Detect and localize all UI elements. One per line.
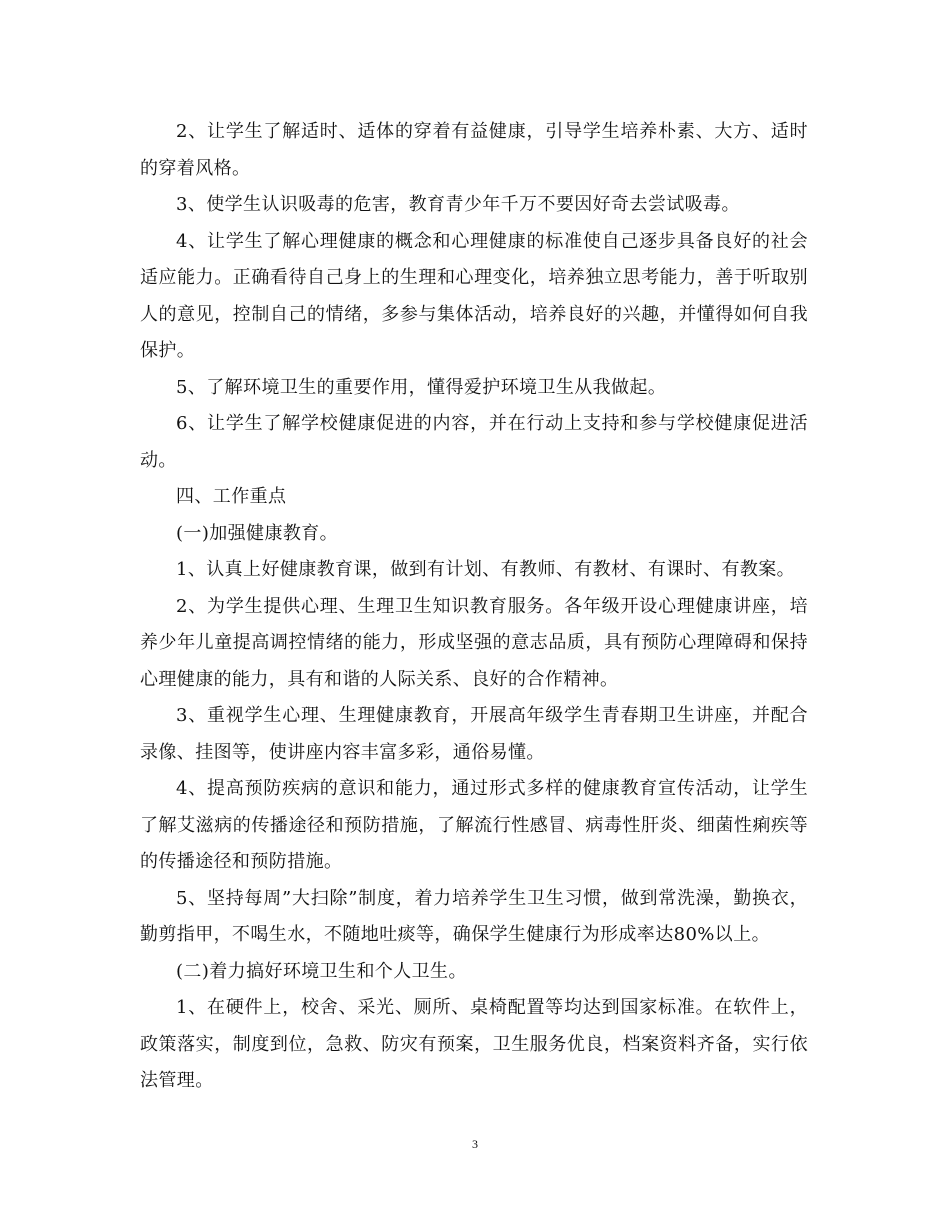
paragraph-goal-6: 6、让学生了解学校健康促进的内容，并在行动上支持和参与学校健康促进活动。 bbox=[140, 413, 808, 471]
document-body bbox=[140, 114, 808, 1100]
paragraph-focus-1: 1、认真上好健康教育课，做到有计划、有教师、有教材、有课时、有教案。 bbox=[176, 559, 796, 580]
paragraph-focus-3: 3、重视学生心理、生理健康教育，开展高年级学生青春期卫生讲座，并配合录像、挂图等，使讲座内容丰富多彩，通俗易懂。 bbox=[140, 705, 808, 763]
paragraph-goal-3: 3、使学生认识吸毒的危害，教育青少年千万不要因好奇去尝试吸毒。 bbox=[176, 194, 740, 215]
paragraph-focus-2: 2、为学生提供心理、生理卫生知识教育服务。各年级开设心理健康讲座，培养少年儿童提高调控情绪的能力，形成坚强的意志品质，具有预防心理障碍和保持心理健康的能力，具有和谐的人际关系、良好的合作精神。 bbox=[140, 595, 808, 690]
paragraph-goal-5: 5、了解环境卫生的重要作用，懂得爱护环境卫生从我做起。 bbox=[176, 376, 667, 398]
paragraph-focus-5: 5、坚持每周”大扫除”制度，着力培养学生卫生习惯，做到常洗澡，勤换衣，勤剪指甲，不喝生水，不随地吐痰等，确保学生健康行为形成率达80%以上。 bbox=[140, 887, 808, 945]
paragraph-goal-4: 4、让学生了解心理健康的概念和心理健康的标准使自己逐步具备良好的社会适应能力。正确看待自己身上的生理和心理变化，培养独立思考能力，善于听取别人的意见，控制自己的情绪，多参与集体活动，培养良好的兴趣，并懂得如何自我保护。 bbox=[140, 230, 808, 361]
subsection-heading-health-education: (一)加强健康教育。 bbox=[176, 522, 339, 544]
paragraph-goal-2: 2、让学生了解适时、适体的穿着有益健康，引导学生培养朴素、大方、适时的穿着风格。 bbox=[140, 121, 808, 179]
paragraph-hygiene-1: 1、在硬件上，校舍、采光、厕所、桌椅配置等均达到国家标准。在软件上，政策落实，制度到位，急救、防灾有预案，卫生服务优良，档案资料齐备，实行依法管理。 bbox=[140, 997, 808, 1091]
paragraph-focus-4: 4、提高预防疾病的意识和能力，通过形式多样的健康教育宣传活动，让学生了解艾滋病的传播途径和预防措施，了解流行性感冒、病毒性肝炎、细菌性痢疾等的传播途径和预防措施。 bbox=[140, 778, 808, 872]
page-number: 3 bbox=[472, 1137, 478, 1151]
section-heading-work-focus: 四、工作重点 bbox=[176, 486, 287, 507]
subsection-heading-hygiene: (二)着力搞好环境卫生和个人卫生。 bbox=[176, 960, 467, 982]
